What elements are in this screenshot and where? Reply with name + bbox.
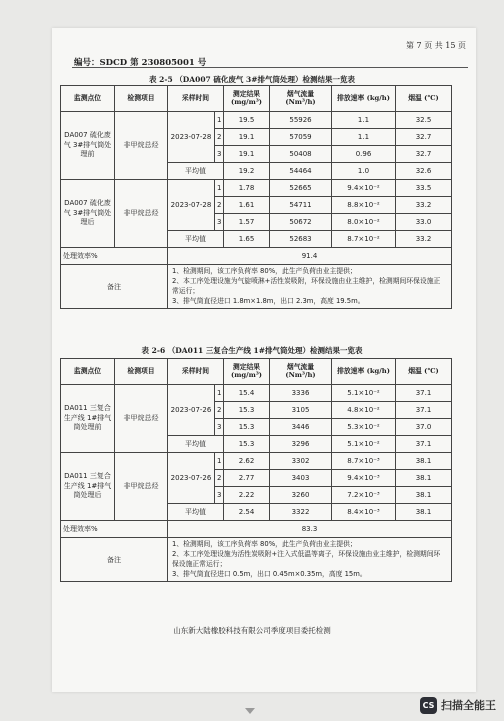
- sample-index: 1: [215, 453, 224, 470]
- notes-row: [61, 265, 452, 309]
- th-item: 检测项目: [115, 86, 168, 112]
- sample-index: 3: [215, 419, 224, 436]
- average-flow: 3322: [270, 504, 332, 521]
- flow-value: 3260: [270, 487, 332, 504]
- sample-index: 3: [215, 487, 224, 504]
- concentration-value: 2.62: [224, 453, 270, 470]
- flow-value: 3336: [270, 385, 332, 402]
- average-temperature: 33.2: [396, 231, 452, 248]
- average-emission-rate: 5.1×10⁻²: [332, 436, 396, 453]
- footer-text: 山东新大陆橡胶科技有限公司季度项目委托检测: [173, 626, 331, 635]
- test-item: 非甲烷总烃: [115, 180, 168, 248]
- average-concentration: 1.65: [224, 231, 270, 248]
- notes-cell: [168, 538, 452, 582]
- flow-value: 3302: [270, 453, 332, 470]
- th-flow: 烟气流量 (Nm³/h): [270, 359, 332, 385]
- sample-date: 2023-07-28: [168, 180, 215, 231]
- average-temperature: 38.1: [396, 504, 452, 521]
- sample-date: 2023-07-28: [168, 112, 215, 163]
- emission-rate-value: 8.8×10⁻²: [332, 197, 396, 214]
- note-line: 2、本工序处理设施为活性炭吸附+注入式低温等离子，环保设施由业主维护，检测期间环保设施正常运行；: [172, 549, 441, 568]
- concentration-value: 1.61: [224, 197, 270, 214]
- average-label: 平均值: [168, 231, 224, 248]
- concentration-value: 2.77: [224, 470, 270, 487]
- emission-rate-value: 9.4×10⁻²: [332, 180, 396, 197]
- emission-rate-value: 0.96: [332, 146, 396, 163]
- th-conc: 测定结果 (mg/m³): [224, 86, 270, 112]
- temperature-value: 37.1: [396, 402, 452, 419]
- temperature-value: 38.1: [396, 453, 452, 470]
- temperature-value: 37.0: [396, 419, 452, 436]
- sample-index: 2: [215, 470, 224, 487]
- camscanner-logo-icon: CS: [420, 697, 437, 714]
- flow-value: 3105: [270, 402, 332, 419]
- emission-rate-value: 9.4×10⁻³: [332, 470, 396, 487]
- temperature-value: 32.7: [396, 146, 452, 163]
- average-emission-rate: 8.4×10⁻³: [332, 504, 396, 521]
- table2-caption: 表 2-6 （DA011 三复合生产线 1#排气筒处理）检测结果一览表: [141, 346, 363, 355]
- emission-rate-value: 5.3×10⁻²: [332, 419, 396, 436]
- scanner-watermark: [420, 695, 496, 715]
- flow-value: 3403: [270, 470, 332, 487]
- average-temperature: 32.6: [396, 163, 452, 180]
- average-concentration: 2.54: [224, 504, 270, 521]
- average-label: 平均值: [168, 504, 224, 521]
- scroll-down-icon[interactable]: [245, 708, 255, 714]
- sample-index: 2: [215, 402, 224, 419]
- th-time: 采样时间: [168, 359, 224, 385]
- temperature-value: 38.1: [396, 487, 452, 504]
- temperature-value: 32.5: [396, 112, 452, 129]
- efficiency-value: 91.4: [168, 248, 452, 265]
- average-flow: 52683: [270, 231, 332, 248]
- th-conc: 测定结果 (mg/m³): [224, 359, 270, 385]
- page-info: 第 7 页 共 15 页: [406, 41, 466, 50]
- efficiency-label: 处理效率%: [61, 248, 168, 265]
- table-row: [61, 112, 452, 129]
- concentration-value: 15.4: [224, 385, 270, 402]
- average-label: 平均值: [168, 163, 224, 180]
- flow-value: 50408: [270, 146, 332, 163]
- document-number: 编号：SDCD 第 230805001 号: [74, 58, 207, 68]
- monitoring-point: DA011 三复合生产线 1#排气筒处理前: [61, 385, 115, 453]
- emission-rate-value: 5.1×10⁻²: [332, 385, 396, 402]
- notes-cell: [168, 265, 452, 309]
- note-line: 1、检测期间，该工序负荷率 80%，此生产负荷由业主提供；: [172, 267, 357, 275]
- average-concentration: 19.2: [224, 163, 270, 180]
- concentration-value: 19.5: [224, 112, 270, 129]
- monitoring-point: DA011 三复合生产线 1#排气筒处理后: [61, 453, 115, 521]
- sample-date: 2023-07-26: [168, 385, 215, 436]
- table-row: [61, 180, 452, 197]
- th-flow: 烟气流量 (Nm³/h): [270, 86, 332, 112]
- th-temp: 烟温 (℃): [396, 86, 452, 112]
- th-time: 采样时间: [168, 86, 224, 112]
- note-line: 3、排气筒直径进口 1.8m×1.8m，出口 2.3m，高度 19.5m。: [172, 296, 365, 305]
- th-point: 监测点位: [61, 86, 115, 112]
- flow-value: 54711: [270, 197, 332, 214]
- concentration-value: 2.22: [224, 487, 270, 504]
- th-point: 监测点位: [61, 359, 115, 385]
- sample-index: 3: [215, 146, 224, 163]
- flow-value: 57059: [270, 129, 332, 146]
- average-emission-rate: 1.0: [332, 163, 396, 180]
- concentration-value: 1.57: [224, 214, 270, 231]
- note-line: 1、检测期间，该工序负荷率 80%，此生产负荷由业主提供；: [172, 540, 357, 548]
- table1-caption: 表 2-5 （DA007 硫化废气 3#排气筒处理）检测结果一览表: [149, 75, 355, 84]
- efficiency-row: [61, 248, 452, 265]
- table-row: [61, 385, 452, 402]
- header-divider: [72, 67, 468, 68]
- note-line: 2、本工序处理设施为气旋喷淋+活性炭吸附，环保设施由业主维护，检测期间环保设施正常运行；: [172, 276, 441, 295]
- notes-label: 备注: [61, 538, 168, 582]
- monitoring-point: DA007 硫化废气 3#排气筒处理前: [61, 112, 115, 180]
- sample-index: 1: [215, 180, 224, 197]
- sample-index: 1: [215, 385, 224, 402]
- temperature-value: 33.5: [396, 180, 452, 197]
- sample-date: 2023-07-26: [168, 453, 215, 504]
- average-emission-rate: 8.7×10⁻²: [332, 231, 396, 248]
- sample-index: 3: [215, 214, 224, 231]
- table1: [60, 85, 452, 309]
- concentration-value: 1.78: [224, 180, 270, 197]
- flow-value: 55926: [270, 112, 332, 129]
- emission-rate-value: 4.8×10⁻²: [332, 402, 396, 419]
- emission-rate-value: 1.1: [332, 129, 396, 146]
- emission-rate-value: 1.1: [332, 112, 396, 129]
- temperature-value: 38.1: [396, 470, 452, 487]
- flow-value: 50672: [270, 214, 332, 231]
- temperature-value: 37.1: [396, 385, 452, 402]
- concentration-value: 15.3: [224, 402, 270, 419]
- monitoring-point: DA007 硫化废气 3#排气筒处理后: [61, 180, 115, 248]
- th-rate: 排放速率 (kg/h): [332, 359, 396, 385]
- watermark-text: 扫描全能王: [441, 699, 496, 712]
- sample-index: 2: [215, 129, 224, 146]
- table2: [60, 358, 452, 582]
- notes-label: 备注: [61, 265, 168, 309]
- test-item: 非甲烷总烃: [115, 112, 168, 180]
- table1-header-row: [61, 86, 452, 112]
- flow-value: 3446: [270, 419, 332, 436]
- average-concentration: 15.3: [224, 436, 270, 453]
- emission-rate-value: 8.0×10⁻²: [332, 214, 396, 231]
- table-row: [61, 453, 452, 470]
- flow-value: 52665: [270, 180, 332, 197]
- emission-rate-value: 7.2×10⁻³: [332, 487, 396, 504]
- temperature-value: 33.2: [396, 197, 452, 214]
- th-item: 检测项目: [115, 359, 168, 385]
- efficiency-row: [61, 521, 452, 538]
- concentration-value: 15.3: [224, 419, 270, 436]
- notes-row: [61, 538, 452, 582]
- average-flow: 3296: [270, 436, 332, 453]
- table2-header-row: [61, 359, 452, 385]
- efficiency-value: 83.3: [168, 521, 452, 538]
- test-item: 非甲烷总烃: [115, 453, 168, 521]
- average-label: 平均值: [168, 436, 224, 453]
- sample-index: 1: [215, 112, 224, 129]
- th-rate: 排放速率 (kg/h): [332, 86, 396, 112]
- sample-index: 2: [215, 197, 224, 214]
- efficiency-label: 处理效率%: [61, 521, 168, 538]
- temperature-value: 33.0: [396, 214, 452, 231]
- average-temperature: 37.1: [396, 436, 452, 453]
- concentration-value: 19.1: [224, 129, 270, 146]
- average-flow: 54464: [270, 163, 332, 180]
- concentration-value: 19.1: [224, 146, 270, 163]
- temperature-value: 32.7: [396, 129, 452, 146]
- note-line: 3、排气筒直径进口 0.5m，出口 0.45m×0.35m，高度 15m。: [172, 569, 367, 578]
- test-item: 非甲烷总烃: [115, 385, 168, 453]
- th-temp: 烟温 (℃): [396, 359, 452, 385]
- emission-rate-value: 8.7×10⁻³: [332, 453, 396, 470]
